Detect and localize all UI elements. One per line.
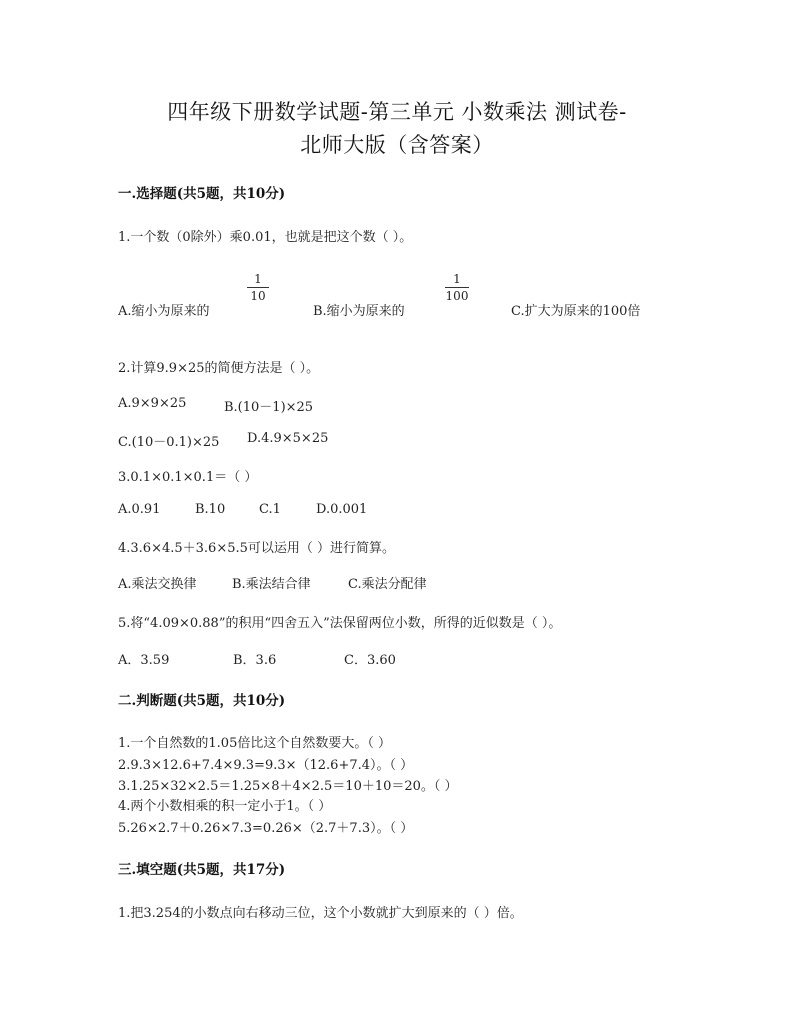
q4-option-a: A.乘法交换律	[118, 577, 197, 592]
fraction-b	[441, 272, 473, 303]
judge-item-3: 3.1.25×32×2.5＝1.25×8＋4×2.5＝10＋10＝20。（ ）	[118, 779, 458, 794]
judge-item-5: 5.26×2.7＋0.26×7.3=0.26×（2.7＋7.3）。（ ）	[118, 821, 414, 836]
q2-option-d: D.4.9×5×25	[247, 431, 329, 446]
judge-item-4: 4.两个小数相乘的积一定小于1。（ ）	[118, 799, 332, 814]
question-1-stem: 1.一个数（0除外）乘0.01，也就是把这个数（ ）。	[118, 230, 413, 245]
q4-option-b: B.乘法结合律	[232, 577, 311, 592]
fraction-a-denominator: 10	[250, 289, 266, 303]
section-heading-judge: 二.判断题(共5题，共10分)	[118, 693, 286, 709]
fraction-a-bar	[247, 287, 269, 288]
q4-option-c: C.乘法分配律	[348, 577, 427, 592]
fill-item-1: 1.把3.254的小数点向右移动三位，这个小数就扩大到原来的（ ）倍。	[118, 906, 523, 921]
page-title-line1: 四年级下册数学试题-第三单元 小数乘法 测试卷-	[167, 100, 627, 124]
q1-option-a: A.缩小为原来的	[118, 304, 210, 319]
judge-item-1: 1.一个自然数的1.05倍比这个自然数要大。（ ）	[118, 736, 391, 751]
judge-item-2: 2.9.3×12.6+7.4×9.3=9.3×（12.6+7.4）。（ ）	[118, 758, 414, 773]
q5-option-a: A．3.59	[118, 653, 170, 668]
page-title-line2: 北师大版（含答案）	[300, 133, 494, 157]
q3-option-a: A.0.91	[118, 502, 161, 517]
fraction-b-bar	[445, 287, 469, 288]
q2-option-c: C.(10－0.1)×25	[118, 435, 220, 450]
fraction-b-denominator: 100	[445, 289, 469, 303]
q3-option-c: C.1	[259, 502, 281, 517]
section-heading-choice: 一.选择题(共5题，共10分)	[118, 186, 286, 202]
question-2-stem: 2.计算9.9×25的简便方法是（ ）。	[118, 361, 320, 376]
q1-option-b: B.缩小为原来的	[313, 304, 405, 319]
fraction-a	[243, 272, 273, 303]
section-heading-fill: 三.填空题(共5题，共17分)	[118, 862, 286, 878]
q5-option-c: C．3.60	[344, 653, 396, 668]
q3-option-b: B.10	[195, 502, 226, 517]
q2-option-a: A.9×9×25	[118, 396, 187, 411]
q5-option-b: B．3.6	[233, 653, 277, 668]
q2-option-b: B.(10－1)×25	[224, 400, 314, 415]
fraction-b-numerator: 1	[453, 272, 461, 286]
question-4-stem: 4.3.6×4.5＋3.6×5.5可以运用（ ）进行简算。	[118, 541, 396, 556]
q3-option-d: D.0.001	[316, 502, 368, 517]
q1-option-c: C.扩大为原来的100倍	[511, 304, 641, 319]
fraction-a-numerator: 1	[254, 272, 262, 286]
question-5-stem: 5.将“4.09×0.88”的积用“四舍五入”法保留两位小数，所得的近似数是（ ）。	[118, 616, 562, 631]
question-3-stem: 3.0.1×0.1×0.1＝（ ）	[118, 470, 258, 485]
